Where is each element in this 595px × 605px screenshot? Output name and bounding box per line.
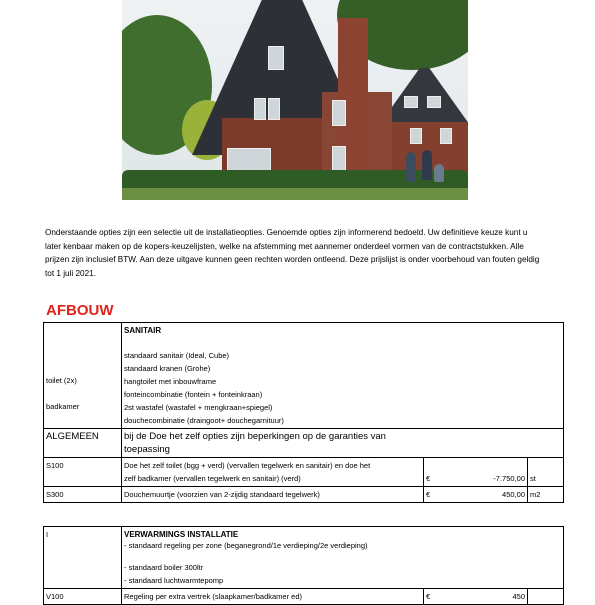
item-text: douchecombinatie (draingoot+ douchegarnituur)	[124, 416, 284, 425]
item-text: 2st wastafel (wastafel + mengkraan+spiegel)	[124, 403, 273, 412]
lawn	[122, 188, 468, 200]
option-price-cell	[424, 487, 528, 503]
window	[332, 146, 346, 172]
sanitair-labels	[44, 323, 122, 429]
sanitair-details	[122, 323, 424, 429]
algemeen-row	[44, 429, 564, 458]
empty-cell	[528, 429, 564, 458]
option-price-cell	[424, 458, 528, 487]
dormer-window	[268, 46, 284, 70]
verwarming-row	[44, 527, 564, 589]
afbouw-table	[43, 322, 564, 503]
sanitair-row	[44, 323, 564, 429]
person	[406, 152, 416, 182]
option-price-cell	[424, 589, 528, 605]
option-description-line: zelf badkamer (vervallen tegelwerk en sanitair) (verd)	[124, 474, 301, 483]
verwarming-heading: VERWARMINGS INSTALLATIE	[124, 530, 239, 539]
empty-cell	[528, 527, 564, 589]
window	[440, 128, 452, 144]
item-label	[46, 361, 119, 374]
window	[268, 98, 280, 120]
option-unit	[528, 589, 564, 605]
intro-text: Onderstaande opties zijn een selectie uit de installatieopties. Genoemde opties zijn informerend bedoeld. Uw definitieve keuze kunt u later kenbaar maken op de kopers-keuzelijsten, welke na afstemming met aannemer onderdeel vormen van de contractstukken. Alle prijzen zijn inclusief BTW. Aan deze uitgave kunnen geen rechten worden ontleend. Deze prijslijst is onder voorbehoud van fouten geldig tot 1 juli 2021.	[45, 228, 540, 278]
item-label	[46, 348, 119, 361]
option-code: S100	[44, 458, 122, 487]
window	[332, 100, 346, 126]
option-row	[44, 589, 564, 605]
option-description	[122, 458, 424, 487]
option-description: Regeling per extra vertrek (slaapkamer/badkamer ed)	[122, 589, 424, 605]
person	[434, 164, 444, 182]
option-description: Douchemuurtje (voorzien van 2-zijdig standaard tegelwerk)	[122, 487, 424, 503]
item-text: fonteincombinatie (fontein + fonteinkraan)	[124, 390, 263, 399]
option-unit: st	[528, 458, 564, 487]
currency: €	[426, 592, 431, 601]
item-text: - standaard regeling per zone (beganegrond/1e verdieping/2e verdieping)	[124, 541, 368, 550]
window	[410, 128, 422, 144]
dormer-window	[404, 96, 418, 108]
item-label: toilet (2x)	[46, 376, 77, 385]
sanitair-heading: SANITAIR	[124, 326, 162, 335]
item-text: standaard kranen (Grohe)	[124, 364, 211, 373]
option-row	[44, 458, 564, 487]
algemeen-label: ALGEMEEN	[44, 429, 122, 458]
currency: €	[426, 474, 431, 483]
item-text: - standaard luchtwarmtepomp	[124, 576, 224, 585]
option-unit: m2	[528, 487, 564, 503]
option-code: S300	[44, 487, 122, 503]
empty-cell	[424, 527, 528, 589]
option-price: -7.750,00	[493, 474, 525, 483]
item-text: - standaard boiler 300ltr	[124, 563, 204, 572]
option-row	[44, 487, 564, 503]
empty-cell	[528, 323, 564, 429]
item-text: standaard sanitair (Ideal, Cube)	[124, 351, 230, 360]
window	[227, 148, 271, 172]
algemeen-text	[122, 429, 424, 458]
algemeen-text-line: bij de Doe het zelf opties zijn beperkingen op de garanties van	[124, 431, 386, 442]
option-price: 450,00	[502, 490, 525, 499]
option-price: 450	[512, 592, 525, 601]
option-code: V100	[44, 589, 122, 605]
item-label: badkamer	[46, 402, 80, 411]
option-description-line: Doe het zelf toilet (bgg + verd) (vervallen tegelwerk en sanitair) en doe het	[124, 461, 371, 470]
window	[254, 98, 266, 120]
algemeen-text-line: toepassing	[124, 444, 170, 455]
intro-paragraph	[45, 226, 545, 280]
item-label	[46, 413, 119, 426]
item-text	[124, 551, 422, 561]
verwarming-details	[122, 527, 424, 589]
item-text: hangtoilet met inbouwframe	[124, 377, 217, 386]
currency: €	[426, 490, 431, 499]
empty-cell	[424, 429, 528, 458]
section-title: AFBOUW	[46, 302, 114, 319]
verwarming-code: I	[44, 527, 122, 589]
empty-cell	[424, 323, 528, 429]
item-label	[46, 387, 119, 400]
dormer-window	[427, 96, 441, 108]
house-photo	[122, 0, 468, 200]
person	[422, 150, 432, 180]
verwarming-table	[43, 526, 564, 605]
